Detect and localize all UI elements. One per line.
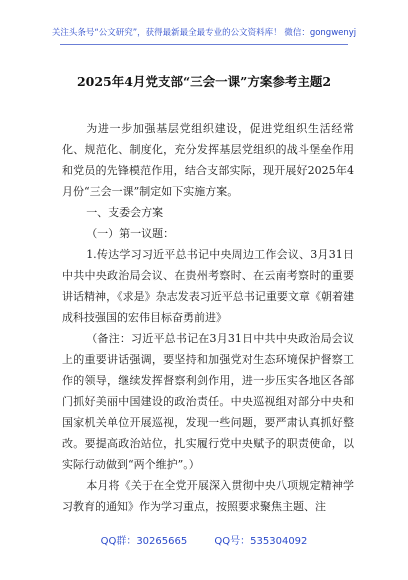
document-body [62,118,354,517]
subsection-heading-first-topic: （一）第一议题： [86,227,175,240]
footer-qq-number: QQ号：535304092 [214,536,308,547]
header-promo-text: 关注头条号“公文研究”，获得最新最全最专业的公文资料库！ 微信：gongwenyj [51,28,357,38]
header-divider [60,44,348,45]
page-footer [0,532,408,547]
body-paragraph-intro: 为进一步加强基层党组织建设，促进党组织生活经常化、规范化、制度化，充分发挥基层党组织的战斗堡垒作用和党员的先锋模范作用，结合支部实际，现开展好2025年4月份“三会一课”制定如下实施方案。 [62,122,354,198]
page-header [0,0,408,44]
body-paragraph-study-focus: 本月将《关于在全党开展深入贯彻中央八项规定精神学习教育的通知》作为学习重点，按照要求聚焦主题、注 [62,479,354,513]
body-paragraph-note: （备注：习近平总书记在3月31日中共中央政治局会议上的重要讲话强调，要坚持和加强党对生态环境保护督察工作的领导，继续发挥督察利剑作用，进一步压实各地区各部门抓好美丽中国建设的政治责任。中央巡视组对部分中央和国家机关单位开展巡视，发现一些问题，要严肃认真抓好整改。要提高政治站位，扎实履行党中央赋予的职责使命，以实际行动做到“两个维护”。） [62,332,354,471]
section-heading-committee: 一、支委会方案 [86,206,164,219]
body-paragraph-item-1: 1.传达学习习近平总书记中央周边工作会议、3月31日中共中央政治局会议、在贵州考察时、在云南考察时的重要讲话精神，《求是》杂志发表习近平总书记重要文章《朝着建成科技强国的宏伟目标奋勇前进》 [62,248,354,324]
footer-qq-group: QQ群：30265665 [100,536,188,547]
document-title: 2025年4月党支部“三会一课”方案参考主题2 [76,74,332,89]
